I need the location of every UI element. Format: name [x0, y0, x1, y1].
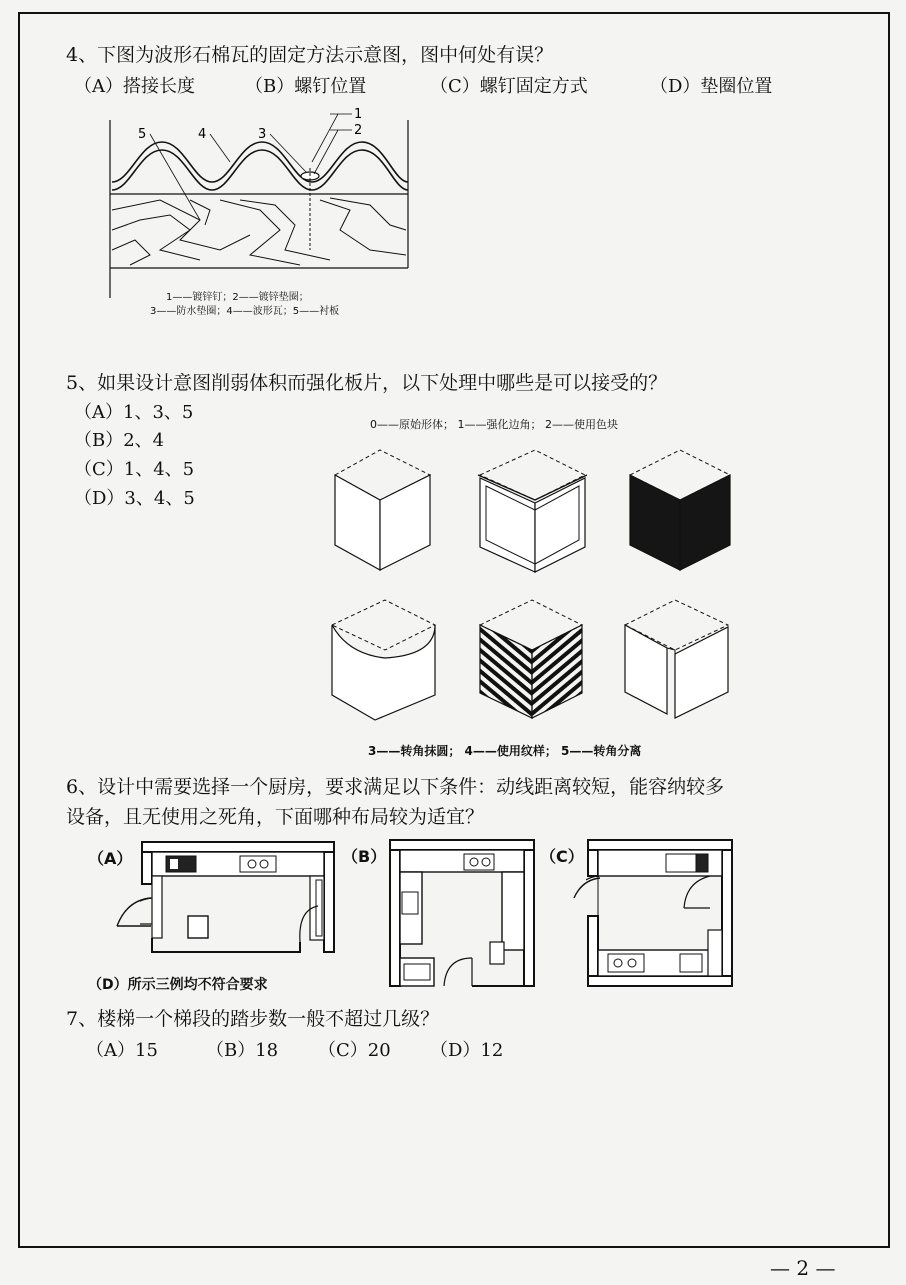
q5-stem: 5、如果设计意图削弱体积而强化板片，以下处理中哪些是可以接受的？	[66, 372, 668, 394]
fig-label-3: 3	[258, 127, 267, 142]
q4-option-d: （D）垫圈位置	[650, 76, 773, 97]
cube-variants-diagram	[320, 440, 740, 740]
kitchen-label-b: （B）	[342, 847, 387, 866]
cube-pattern	[480, 600, 582, 718]
q4-stem: 4、下图为波形石棉瓦的固定方法示意图，图中何处有误？	[66, 44, 554, 66]
kitchen-label-a: （A）	[88, 849, 133, 868]
fig-label-2: 2	[354, 123, 363, 138]
page-number: — 2 —	[770, 1256, 836, 1280]
cube-rounded-corner	[332, 600, 435, 720]
cube-color-block	[630, 450, 730, 570]
cube-reinforced-edges	[478, 450, 587, 572]
q7-option-d: （D）12	[430, 1040, 504, 1061]
fig-label-4: 4	[198, 127, 207, 142]
q5-option-a: （A）1、3、5	[74, 402, 194, 423]
q5-option-b: （B）2、4	[74, 430, 165, 451]
q6-stem-line1: 6、设计中需要选择一个厨房，要求满足以下条件：动线距离较短，能容纳较多	[66, 776, 725, 798]
corrugated-sheet-diagram	[100, 100, 420, 300]
kitchen-a-door-left	[115, 880, 155, 940]
kitchen-layout-c	[586, 838, 736, 990]
kitchen-layout-a	[140, 840, 340, 960]
q7-option-c: （C）20	[318, 1040, 391, 1061]
q4-caption-line1: 1——镀锌钉；2——镀锌垫圈；	[166, 292, 309, 303]
q7-stem: 7、楼梯一个梯段的踏步数一般不超过几级？	[66, 1008, 440, 1030]
cube-original	[335, 450, 430, 570]
kitchen-c-door-left	[572, 876, 602, 916]
q7-option-a: （A）15	[86, 1040, 158, 1061]
fig-label-1: 1	[354, 107, 363, 122]
q5-legend-bottom: 3——转角抹圆； 4——使用纹样； 5——转角分离	[368, 744, 642, 758]
q5-option-c: （C）1、4、5	[74, 459, 195, 480]
q7-option-b: （B）18	[206, 1040, 279, 1061]
q4-caption-line2: 3——防水垫圈；4——波形瓦；5——衬板	[150, 306, 340, 317]
q4-option-b: （B）螺钉位置	[245, 76, 367, 97]
q5-option-d: （D）3、4、5	[74, 488, 195, 509]
kitchen-label-c: （C）	[540, 847, 584, 866]
q5-legend-top: 0——原始形体； 1——强化边角； 2——使用色块	[370, 418, 618, 431]
q6-option-d: （D）所示三例均不符合要求	[88, 977, 268, 993]
kitchen-layout-b	[388, 838, 536, 990]
q6-stem-line2: 设备，且无使用之死角，下面哪种布局较为适宜？	[66, 806, 485, 828]
q4-option-a: （A）搭接长度	[74, 76, 195, 97]
fig-label-5: 5	[138, 127, 147, 142]
q4-option-c: （C）螺钉固定方式	[430, 76, 588, 97]
cube-corner-separation	[625, 600, 728, 718]
